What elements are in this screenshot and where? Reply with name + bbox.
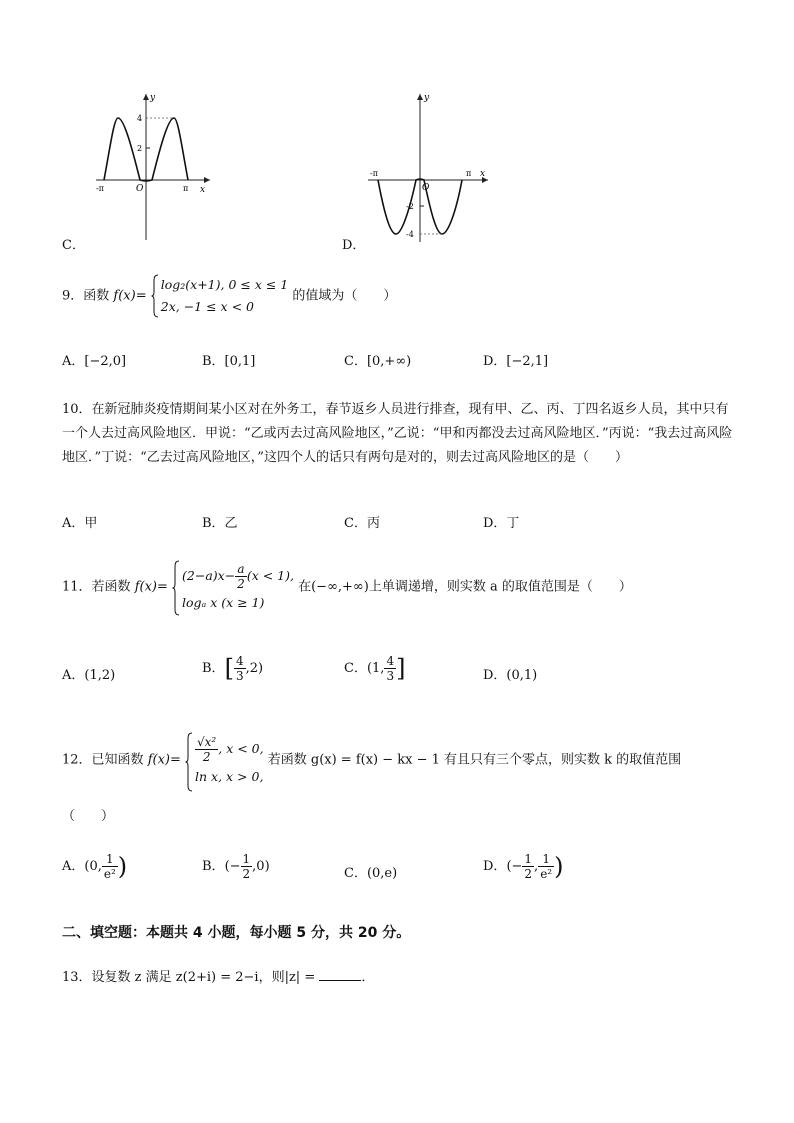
q11-option-c[interactable]: C．(1, $\frac{4}{3}$ ] [344, 654, 406, 683]
question-9 [62, 274, 396, 318]
q11-number: 11．若函数 [62, 579, 131, 595]
q12-frac-den: 2 [202, 750, 211, 764]
section-2-heading: 二、填空题：本题共 4 小题，每小题 5 分，共 20 分。 [62, 925, 411, 941]
q11-option-b-frac [234, 654, 246, 683]
q12-option-c[interactable]: C．(0,e) [344, 866, 398, 881]
q12-fx: f(x)= [147, 752, 181, 768]
graph-d-tick-pi: π [466, 169, 472, 178]
q10-option-d[interactable]: D．丁 [483, 516, 520, 531]
q11-c-num: 4 [386, 654, 395, 668]
q11-frac-num: a [235, 562, 247, 577]
graph-d-origin: O [422, 183, 430, 193]
q11-tail: 在(−∞,+∞)上单调递增，则实数 a 的取值范围是（ ） [298, 579, 632, 595]
q11-c-den: 3 [386, 669, 395, 683]
q12-d-num-1: 1 [524, 852, 533, 866]
q12-b-num: 1 [242, 852, 251, 866]
q11-case-2: logₐ x (x ≥ 1) [182, 595, 265, 610]
q12-option-b-label: B． [202, 859, 225, 874]
graph-d-tick-neg2: -2 [406, 202, 414, 211]
q9-number: 9．函数 [62, 288, 110, 304]
graph-c-tick-neg-pi: -π [96, 184, 104, 193]
question-10: 10．在新冠肺炎疫情期间某小区对在外务工，春节返乡人员进行排查，现有甲、乙、丙、丁四名返乡人员，其中只有一个人去过高风险地区．甲说：“乙或丙去过高风险地区，”乙说：“甲和丙都没去过高风险地区．”丙说：“我去过高风险地区．”丁说：“乙去过高风险地区，”这四个人的话只有两句是对的，则去过高风险地区的是（ ） [62, 402, 733, 465]
graph-c [88, 88, 218, 248]
q11-frac-den: 2 [237, 577, 245, 591]
q12-a-den: e² [103, 867, 116, 881]
q12-option-b-frac [241, 852, 253, 881]
q11-option-c-head: (1, [366, 661, 385, 676]
q12-option-a-frac [102, 852, 118, 881]
q12-option-a-head: (0, [84, 859, 102, 874]
q12-frac-num: √x² [197, 735, 217, 749]
q12-b-den: 2 [242, 867, 251, 881]
q9-option-d[interactable]: D．[−2,1] [483, 354, 549, 369]
q12-option-d-head: (− [506, 859, 523, 874]
q11-case-1-b: (x < 1), [246, 568, 294, 583]
q12-option-a-label: A． [62, 859, 85, 874]
q12-a-num: 1 [102, 852, 118, 867]
graph-c-y-label: y [150, 93, 156, 103]
q12-number: 12．已知函数 [62, 752, 144, 768]
graph-c-tick-2: 2 [137, 144, 143, 153]
q11-piecewise [172, 560, 294, 614]
q11-option-b[interactable]: B．[ $\frac{4}{3}$ ,2) [202, 654, 264, 683]
q12-piecewise [185, 732, 264, 788]
graph-d-tick-neg4: -4 [406, 230, 414, 239]
q12-case-2: ln x, x > 0, [195, 769, 264, 784]
graph-c-origin: O [136, 184, 144, 194]
graph-d [362, 88, 497, 248]
graph-c-tick-pi: π [183, 184, 189, 193]
q11-option-b-tail: ,2) [245, 661, 264, 676]
q11-option-d[interactable]: D．(0,1) [483, 668, 538, 683]
q9-piecewise [151, 274, 289, 318]
q11-b-den: 3 [235, 669, 244, 683]
q11-option-c-label: C． [344, 661, 367, 676]
q12-option-b[interactable] [202, 852, 270, 881]
q12-case-1-frac [195, 735, 218, 764]
q12-option-a[interactable]: A．(0, $\frac{1}{\text{e²}}$ ) [62, 852, 128, 881]
q12-option-b-tail: ,0) [252, 859, 270, 874]
q12-case-1 [195, 732, 264, 766]
q12-paren: （ ） [62, 809, 115, 824]
q9-case-1: log₂(x+1), 0 ≤ x ≤ 1 [160, 277, 289, 292]
q9-option-a[interactable]: A．[−2,0] [62, 354, 127, 369]
graph-d-label: D． [342, 238, 366, 253]
q9-fx: f(x)= [113, 288, 147, 304]
q12-d-den-1: 2 [524, 867, 533, 881]
graph-d-tick-neg-pi: -π [370, 169, 378, 178]
question-13 [62, 966, 374, 990]
q12-tail: 若函数 g(x) = f(x) − kx − 1 有且只有三个零点，则实数 k 的取值范围 [267, 752, 682, 768]
q11-option-c-frac [384, 654, 396, 683]
q12-d-den-2: e² [540, 867, 553, 881]
q12-option-d-frac-1 [522, 852, 534, 881]
q11-option-a[interactable]: A．(1,2) [62, 668, 116, 683]
q11-fx: f(x)= [134, 579, 168, 595]
q12-d-num-2: 1 [538, 852, 554, 867]
q12-case-1-tail: , x < 0, [218, 741, 264, 756]
q13-text: 13．设复数 z 满足 z(2+i) = 2−i，则|z| = [62, 970, 316, 985]
q10-option-b[interactable]: B．乙 [202, 516, 238, 531]
q10-option-a[interactable]: A．甲 [62, 516, 98, 531]
q12-option-b-head: (− [224, 859, 241, 874]
question-11 [62, 560, 632, 614]
q9-option-c[interactable]: C．[0,+∞) [344, 354, 412, 369]
q9-case-2: 2x, −1 ≤ x < 0 [160, 299, 254, 314]
graph-d-y-label: y [424, 93, 430, 103]
graph-c-x-label: x [200, 185, 206, 195]
q12-option-d[interactable]: D．(− $\frac{1}{2}$ , $\frac{1}{\text{e²}}$ ) [483, 852, 564, 881]
question-12 [62, 732, 681, 788]
q10-option-c[interactable]: C．丙 [344, 516, 380, 531]
graph-c-label: C． [62, 238, 85, 253]
q13-answer-blank[interactable] [319, 966, 361, 981]
q11-option-b-label: B． [202, 661, 225, 676]
q9-option-b[interactable]: B．[0,1] [202, 354, 256, 369]
q11-case-1-frac [235, 562, 247, 591]
q12-option-d-frac-2 [538, 852, 554, 881]
q9-tail: 的值域为（ ） [292, 288, 397, 304]
q11-b-num: 4 [235, 654, 244, 668]
q11-case-1 [182, 560, 294, 592]
graph-d-x-label: x [480, 169, 486, 179]
q13-end: ． [361, 970, 375, 985]
graph-c-tick-4: 4 [137, 114, 143, 123]
q12-option-d-label: D． [483, 859, 507, 874]
q11-case-1-a: (2−a)x− [182, 568, 236, 583]
